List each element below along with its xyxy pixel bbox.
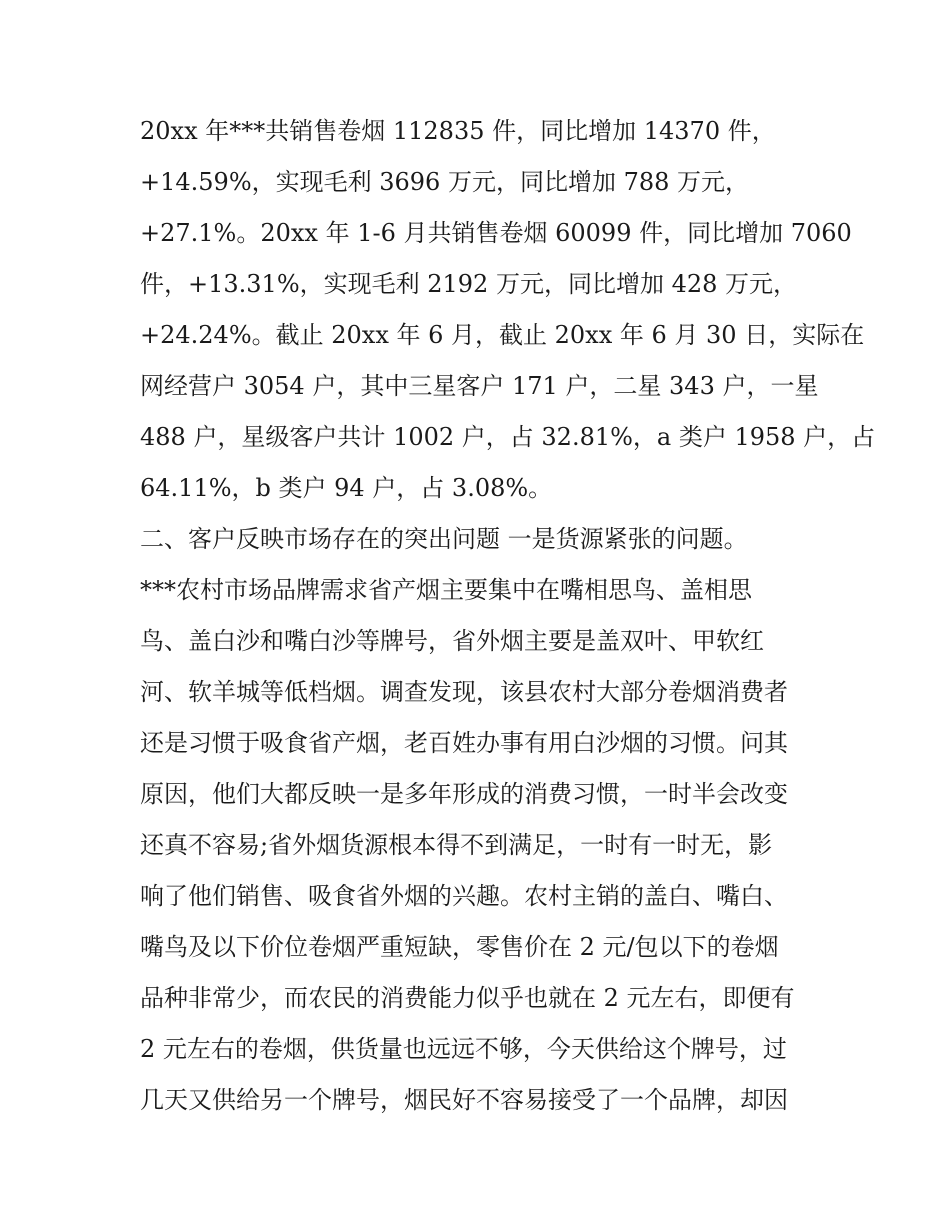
- text-line-1: 20xx 年***共销售卷烟 112835 件，同比增加 14370 件，: [140, 117, 776, 145]
- text-line-20: 几天又供给另一个牌号，烟民好不容易接受了一个品牌，却因: [140, 1086, 788, 1114]
- text-line-7: 488 户，星级客户共计 1002 户，占 32.81%，a 类户 1958 户，占: [140, 423, 876, 451]
- text-line-17: 嘴鸟及以下价位卷烟严重短缺，零售价在 2 元/包以下的卷烟: [140, 933, 779, 961]
- text-line-19: 2 元左右的卷烟，供货量也远远不够，今天供给这个牌号，过: [140, 1035, 787, 1063]
- text-line-8: 64.11%，b 类户 94 户，占 3.08%。: [140, 474, 553, 502]
- text-line-4: 件，+13.31%，实现毛利 2192 万元，同比增加 428 万元，: [140, 270, 798, 298]
- text-line-15: 还真不容易;省外烟货源根本得不到满足，一时有一时无，影: [140, 831, 773, 859]
- body-text: [140, 106, 876, 1126]
- text-line-14: 原因，他们大都反映一是多年形成的消费习惯，一时半会改变: [140, 780, 788, 808]
- text-line-18: 品种非常少，而农民的消费能力似乎也就在 2 元左右，即便有: [140, 984, 795, 1012]
- text-line-3: +27.1%。20xx 年 1-6 月共销售卷烟 60099 件，同比增加 7060: [140, 219, 852, 247]
- section-heading: 二、客户反映市场存在的突出问题 一是货源紧张的问题。: [140, 525, 748, 553]
- text-line-16: 响了他们销售、吸食省外烟的兴趣。农村主销的盖白、嘴白、: [140, 882, 788, 910]
- text-line-13: 还是习惯于吸食省产烟，老百姓办事有用白沙烟的习惯。问其: [140, 729, 788, 757]
- text-line-6: 网经营户 3054 户，其中三星客户 171 户，二星 343 户，一星: [140, 372, 819, 400]
- text-line-5: +24.24%。截止 20xx 年 6 月，截止 20xx 年 6 月 30 日，实际在: [140, 321, 865, 349]
- text-line-11: 鸟、盖白沙和嘴白沙等牌号，省外烟主要是盖双叶、甲软红: [140, 627, 764, 655]
- text-line-10: ***农村市场品牌需求省产烟主要集中在嘴相思鸟、盖相思: [140, 576, 752, 604]
- text-line-12: 河、软羊城等低档烟。调查发现，该县农村大部分卷烟消费者: [140, 678, 788, 706]
- text-line-2: +14.59%，实现毛利 3696 万元，同比增加 788 万元，: [140, 168, 750, 196]
